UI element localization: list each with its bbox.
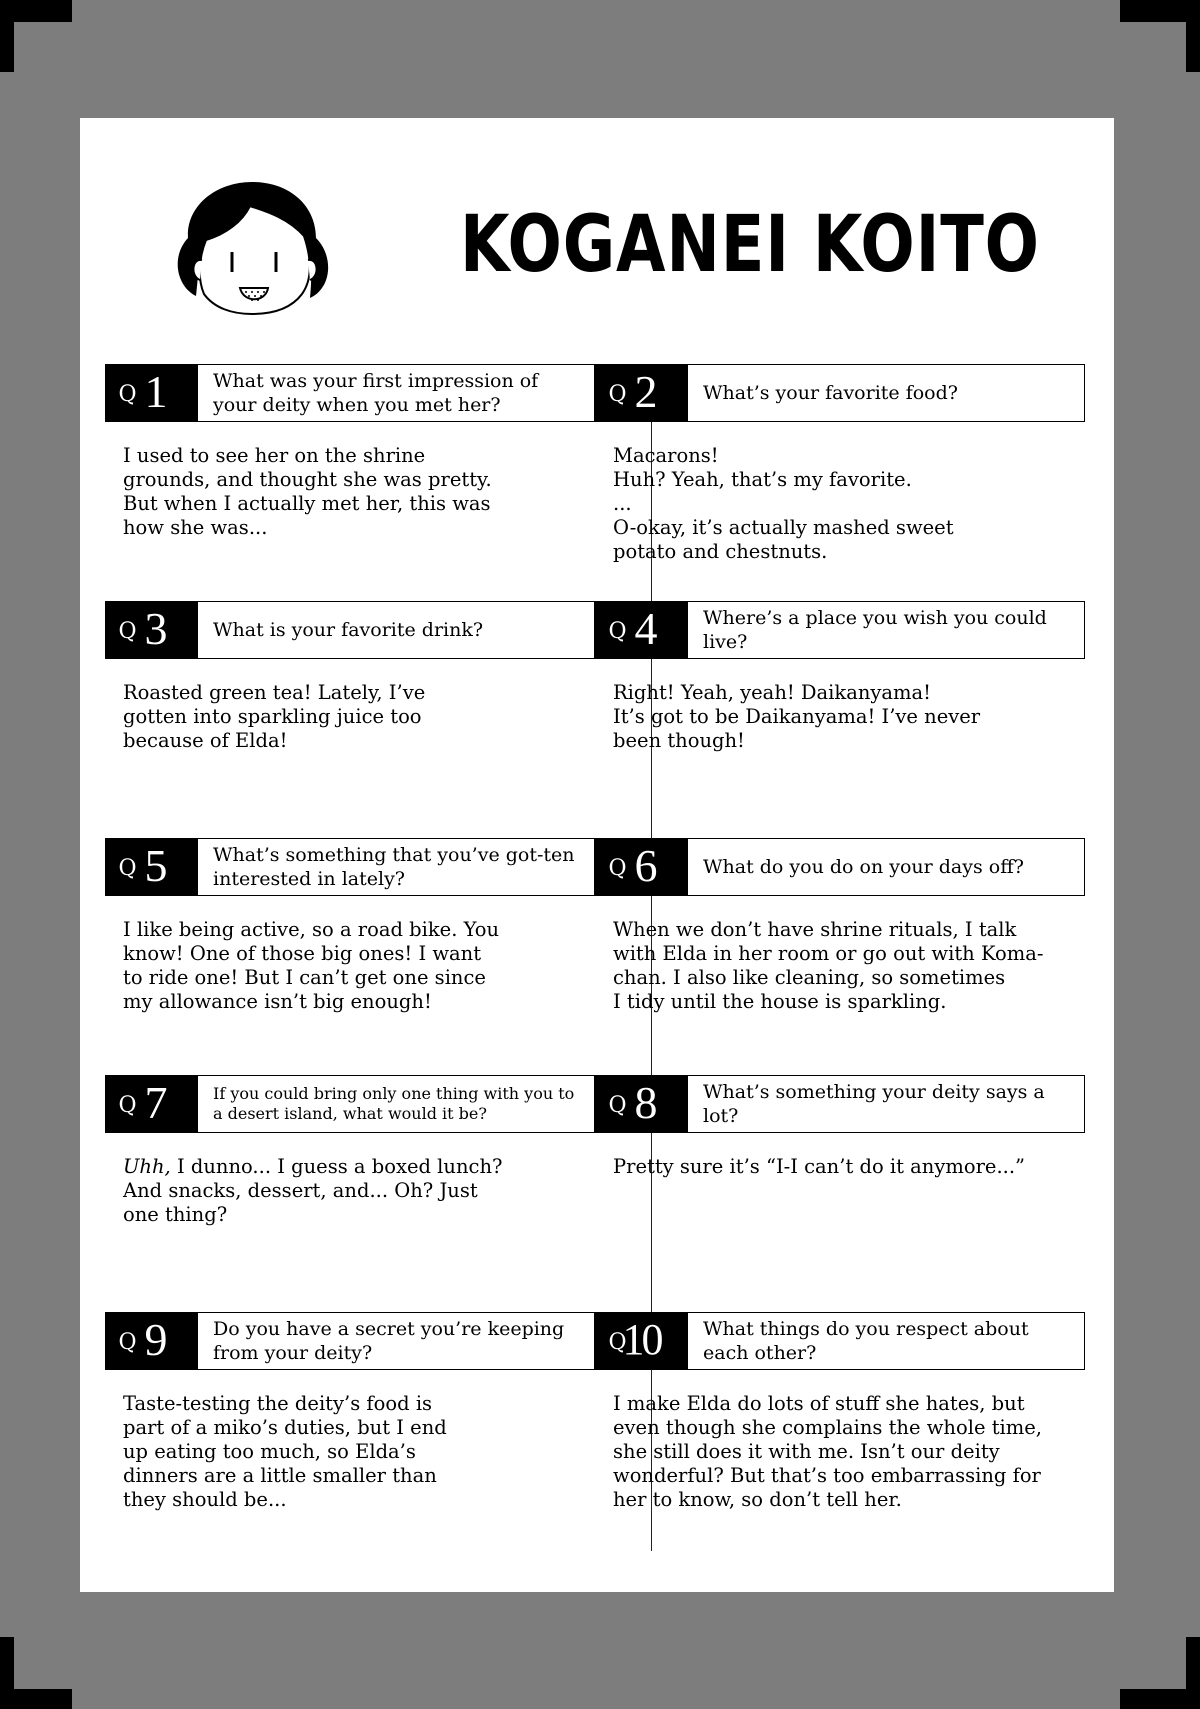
question-badge [595, 1075, 688, 1133]
answer-rest-text: I dunno... I guess a boxed lunch? And snacks, dessert, and... Oh? Just one thing? [123, 1155, 503, 1226]
q-letter: Q [608, 855, 627, 881]
qa-item [595, 364, 1085, 601]
q-letter: Q [118, 1329, 137, 1355]
answer-text [123, 1155, 583, 1227]
question-header [595, 601, 1085, 659]
qa-item [595, 838, 1085, 1075]
answer-text: I like being active, so a road bike. You know! One of those big ones! I want to ride one! But I can’t get one since my allowance isn’t big enough! [123, 918, 500, 1013]
question-badge [105, 601, 198, 659]
answer-text: Roasted green tea! Lately, I’ve gotten into sparkling juice too because of Elda! [123, 681, 426, 752]
question-header [105, 838, 595, 896]
question-badge [105, 1312, 198, 1370]
q-letter: Q [118, 381, 137, 407]
question-header [595, 838, 1085, 896]
answer-text: Macarons! Huh? Yeah, that’s my favorite. ... O-okay, it’s actually mashed sweet potato and chestnuts. [613, 444, 954, 563]
q-letter: Q [608, 618, 627, 644]
profile-page [80, 118, 1114, 1592]
q-letter: Q [608, 1329, 627, 1355]
qa-item [595, 1312, 1085, 1549]
q-letter: Q [118, 618, 137, 644]
qa-item [105, 838, 595, 1075]
question-number: 9 [144, 1313, 168, 1365]
answer-italic-text: Uhh, [123, 1155, 171, 1178]
crop-mark [0, 1689, 72, 1709]
crop-mark [1120, 1689, 1200, 1709]
question-badge [105, 364, 198, 422]
q-letter: Q [118, 1092, 137, 1118]
answer-text: Taste-testing the deity’s food is part of a miko’s duties, but I end up eating too much, so Elda’s dinners are a little smaller than they should be... [123, 1392, 447, 1511]
question-text: If you could bring only one thing with you to a desert island, what would it be? [213, 1084, 575, 1123]
question-text: What’s your favorite food? [703, 382, 958, 404]
qa-item [595, 601, 1085, 838]
qa-item [105, 364, 595, 601]
question-text: What things do you respect about each other? [703, 1318, 1029, 1364]
question-number: 1 [144, 365, 168, 417]
crop-mark [0, 0, 72, 22]
question-badge [105, 838, 198, 896]
question-badge [595, 364, 688, 422]
question-header [105, 364, 595, 422]
question-number: 7 [144, 1076, 168, 1128]
q-letter: Q [118, 855, 137, 881]
question-number: 6 [634, 839, 658, 891]
question-badge [595, 1312, 688, 1370]
character-face-icon [166, 176, 338, 316]
question-number: 4 [634, 602, 658, 654]
question-text: What is your favorite drink? [213, 619, 484, 641]
qa-item [105, 1075, 595, 1312]
qa-item [105, 1312, 595, 1549]
question-header [595, 1075, 1085, 1133]
question-header [595, 364, 1085, 422]
question-number: 10 [622, 1314, 661, 1364]
qa-item [105, 601, 595, 838]
q-letter: Q [608, 381, 627, 407]
question-text: What was your first impression of your deity when you met her? [213, 370, 539, 416]
question-badge [105, 1075, 198, 1133]
question-text: Do you have a secret you’re keeping from your deity? [213, 1318, 565, 1364]
question-text: What do you do on your days off? [703, 856, 1024, 878]
answer-text: When we don’t have shrine rituals, I talk with Elda in her room or go out with Koma- chan. I also like cleaning, so sometimes I tidy until the house is sparkling. [613, 918, 1044, 1013]
question-badge [595, 838, 688, 896]
question-number: 5 [144, 839, 168, 891]
answer-text: Pretty sure it’s “I-I can’t do it anymore...” [613, 1155, 1026, 1178]
question-header [595, 1312, 1085, 1370]
crop-mark [1120, 0, 1200, 22]
question-text: Where’s a place you wish you could live? [703, 607, 1047, 653]
answer-text: I make Elda do lots of stuff she hates, but even though she complains the whole time, she still does it with me. Isn’t our deity wonderful? But that’s too embarrassing for her to know, so don’t tell her. [613, 1392, 1042, 1511]
question-header [105, 601, 595, 659]
q-letter: Q [608, 1092, 627, 1118]
question-text: What’s something that you’ve got-ten interested in lately? [213, 844, 575, 890]
question-text: What’s something your deity says a lot? [703, 1081, 1045, 1127]
qa-item [595, 1075, 1085, 1312]
question-number: 3 [144, 602, 168, 654]
page-header [80, 118, 1114, 348]
answer-text: I used to see her on the shrine grounds, and thought she was pretty. But when I actually met her, this was how she was... [123, 444, 492, 539]
question-number: 2 [634, 365, 658, 417]
page-title: KOGANEI KOITO [460, 200, 1040, 290]
question-number: 8 [634, 1076, 658, 1128]
question-header [105, 1075, 595, 1133]
question-badge [595, 601, 688, 659]
question-header [105, 1312, 595, 1370]
answer-text: Right! Yeah, yeah! Daikanyama! It’s got to be Daikanyama! I’ve never been though! [613, 681, 981, 752]
